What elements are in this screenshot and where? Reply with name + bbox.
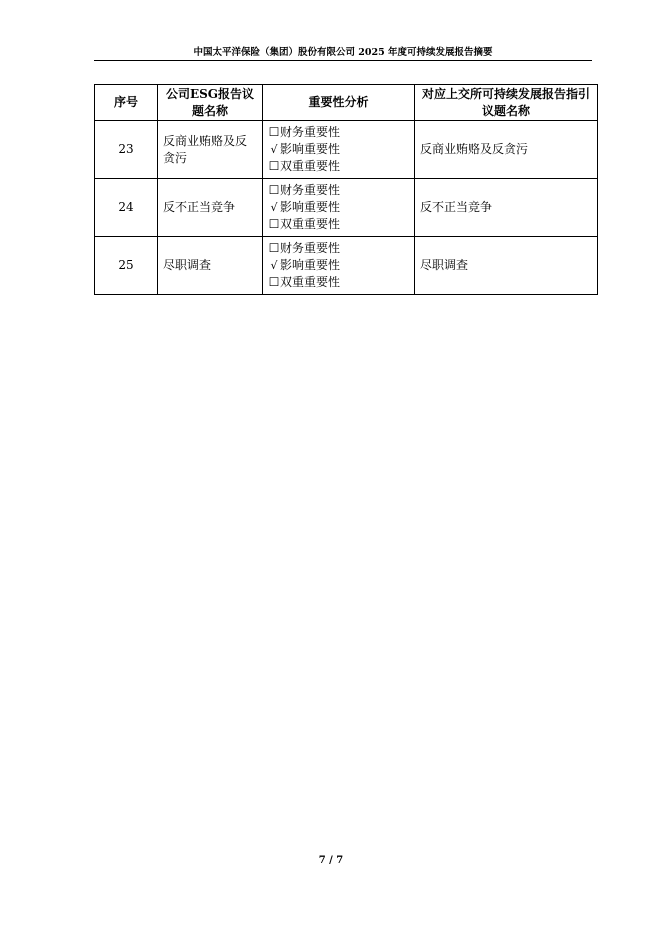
materiality-option [268, 199, 409, 216]
table-row [95, 121, 598, 179]
materiality-option-label: 财务重要性 [280, 125, 341, 139]
checkmark-icon: √ [270, 201, 278, 214]
materiality-table [94, 84, 598, 295]
sse-topic-name: 尽职调查 [415, 237, 598, 295]
materiality-options [263, 121, 415, 179]
column-header-no: 序号 [95, 85, 158, 121]
materiality-option-label: 双重重要性 [280, 275, 341, 289]
header-rule [94, 60, 592, 61]
materiality-option [268, 274, 409, 291]
header-title: 中国太平洋保险（集团）股份有限公司 2025 年度可持续发展报告摘要 [193, 47, 493, 58]
row-number: 23 [95, 121, 158, 179]
materiality-option-label: 影响重要性 [280, 200, 341, 214]
column-header-topic: 公司ESG报告议题名称 [158, 85, 263, 121]
checkbox-icon: ☐ [268, 183, 280, 197]
column-header-materiality: 重要性分析 [263, 85, 415, 121]
materiality-option [268, 182, 409, 199]
column-header-sse-topic: 对应上交所可持续发展报告指引议题名称 [415, 85, 598, 121]
checkmark-icon: √ [270, 259, 278, 272]
materiality-option [268, 257, 409, 274]
materiality-option [268, 240, 409, 257]
table-header-row [95, 85, 598, 121]
checkbox-icon: ☐ [268, 275, 280, 289]
esg-topic-name: 尽职调查 [158, 237, 263, 295]
materiality-option [268, 124, 409, 141]
materiality-option [268, 141, 409, 158]
esg-topic-name: 反不正当竞争 [158, 179, 263, 237]
materiality-option-label: 双重重要性 [280, 159, 341, 173]
checkbox-icon: ☐ [268, 217, 280, 231]
checkbox-icon: ☐ [268, 125, 280, 139]
materiality-options [263, 237, 415, 295]
esg-topic-name: 反商业贿赂及反贪污 [158, 121, 263, 179]
checkbox-icon: ☐ [268, 159, 280, 173]
page-number: 7 / 7 [318, 855, 344, 866]
materiality-option [268, 216, 409, 233]
sse-topic-name: 反商业贿赂及反贪污 [415, 121, 598, 179]
checkbox-icon: ☐ [268, 241, 280, 255]
materiality-option-label: 财务重要性 [280, 183, 341, 197]
materiality-option-label: 影响重要性 [280, 142, 341, 156]
materiality-option-label: 财务重要性 [280, 241, 341, 255]
row-number: 24 [95, 179, 158, 237]
materiality-option-label: 影响重要性 [280, 258, 341, 272]
table-row [95, 237, 598, 295]
row-number: 25 [95, 237, 158, 295]
table-row [95, 179, 598, 237]
sse-topic-name: 反不正当竞争 [415, 179, 598, 237]
materiality-options [263, 179, 415, 237]
materiality-option-label: 双重重要性 [280, 217, 341, 231]
checkmark-icon: √ [270, 143, 278, 156]
materiality-option [268, 158, 409, 175]
